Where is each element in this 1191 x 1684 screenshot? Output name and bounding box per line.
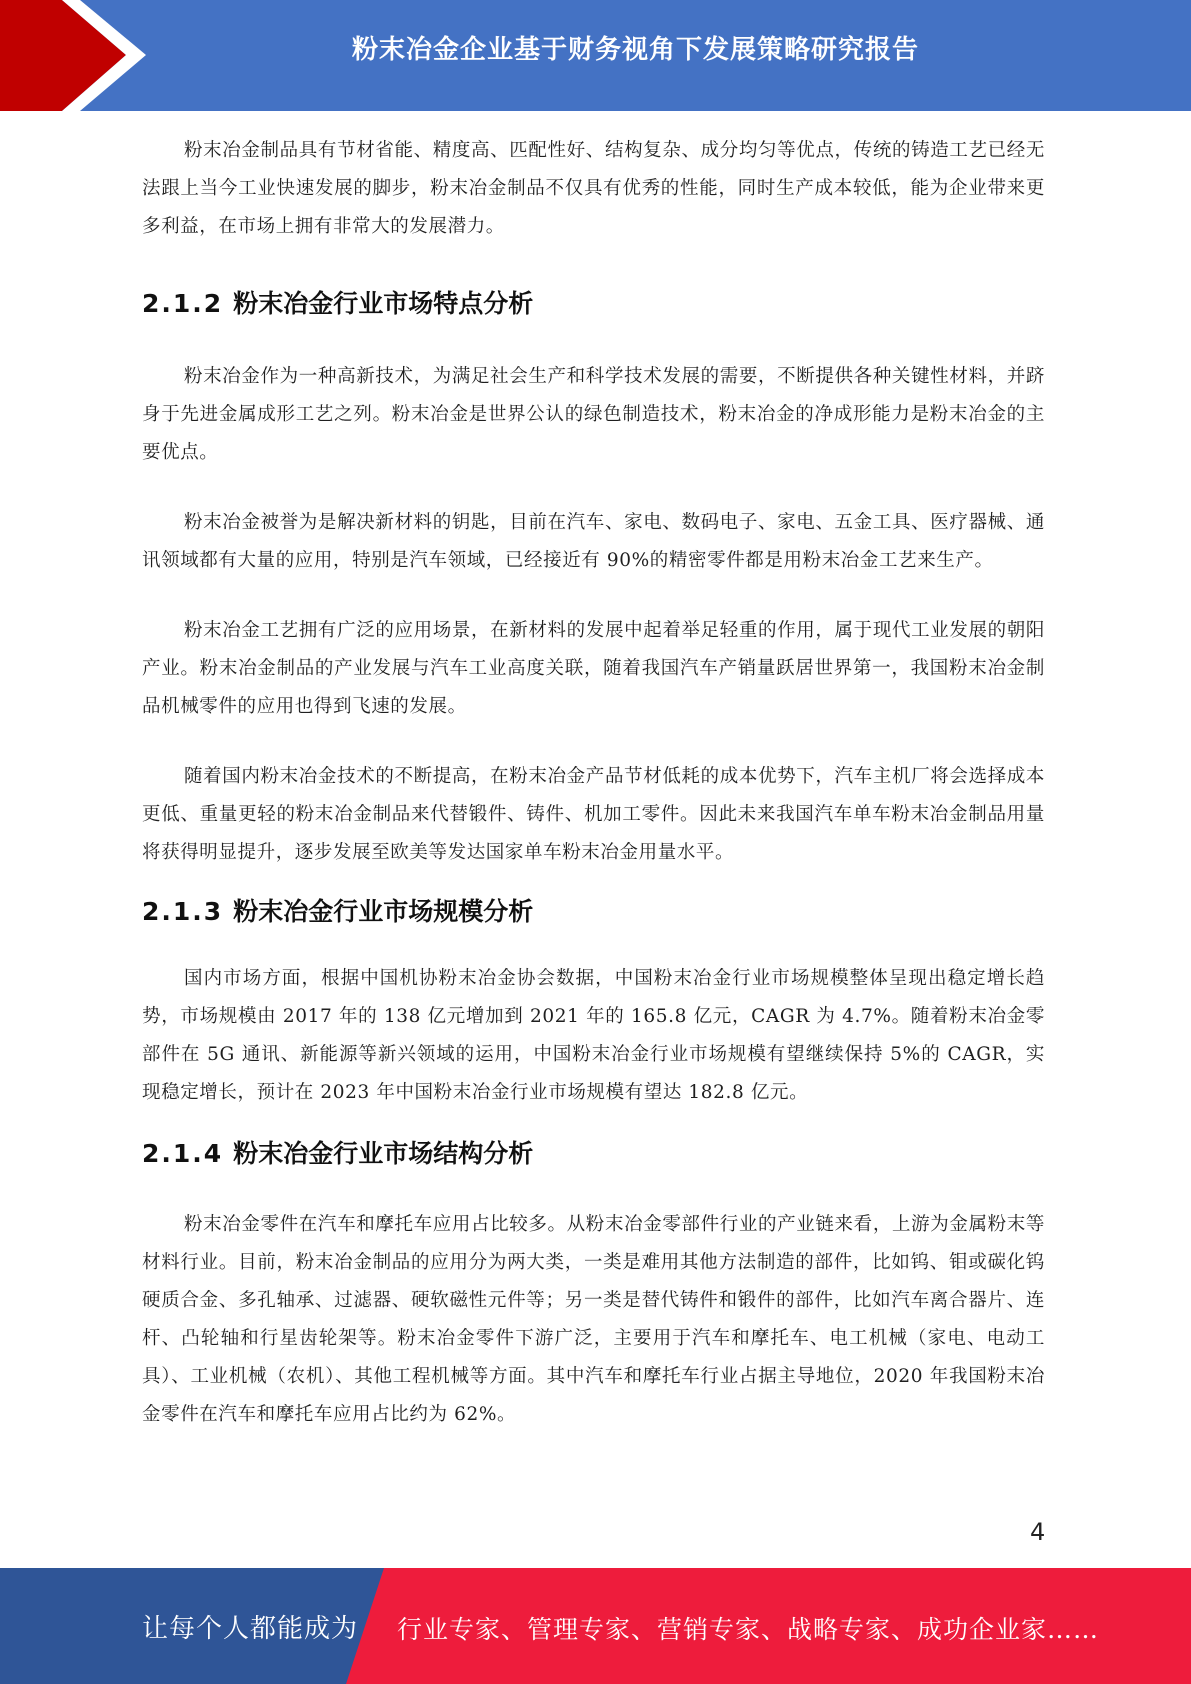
- footer-slogan-right: 行业专家、管理专家、营销专家、战略专家、成功企业家……: [397, 1615, 1100, 1644]
- intro-section: [142, 132, 1045, 246]
- paragraph: 粉末冶金工艺拥有广泛的应用场景，在新材料的发展中起着举足轻重的作用，属于现代工业发展的朝阳产业。粉末冶金制品的产业发展与汽车工业高度关联，随着我国汽车产销量跃居世界第一，我国粉末冶金制品机械零件的应用也得到飞速的发展。: [142, 620, 1045, 717]
- paragraph: 随着国内粉末冶金技术的不断提高，在粉末冶金产品节材低耗的成本优势下，汽车主机厂将会选择成本更低、重量更轻的粉末冶金制品来代替锻件、铸件、机加工零件。因此未来我国汽车单车粉末冶金制品用量将获得明显提升，逐步发展至欧美等发达国家单车粉末冶金用量水平。: [142, 766, 1045, 863]
- section-2-1-2: [142, 284, 1045, 872]
- section-heading: [142, 284, 1045, 324]
- header-banner: [0, 0, 1191, 111]
- section-heading: [142, 1134, 1045, 1174]
- page-number: 4: [1030, 1518, 1046, 1546]
- section-heading: [142, 892, 1045, 932]
- section-number: 2.1.3: [142, 897, 224, 926]
- footer-slogan-left: 让每个人都能成为: [142, 1614, 359, 1644]
- header-arrow-decoration: [0, 0, 160, 111]
- section-title: 粉末冶金行业市场特点分析: [233, 289, 534, 318]
- paragraph: 国内市场方面，根据中国机协粉末冶金协会数据，中国粉末冶金行业市场规模整体呈现出稳定增长趋势，市场规模由 2017 年的 138 亿元增加到 2021 年的 165.8 亿元，CAGR 为 4.7%。随着粉末冶金零部件在 5G 通讯、新能源等新兴领域的运用，中国粉末冶金行业市场规模有望继续保持 5%的 CAGR，实现稳定增长，预计在 2023 年中国粉末冶金行业市场规模有望达 182.8 亿元。: [142, 968, 1045, 1103]
- paragraph: 粉末冶金制品具有节材省能、精度高、匹配性好、结构复杂、成分均匀等优点，传统的铸造工艺已经无法跟上当今工业快速发展的脚步，粉末冶金制品不仅具有优秀的性能，同时生产成本较低，能为企业带来更多利益，在市场上拥有非常大的发展潜力。: [142, 140, 1045, 237]
- document-body: [142, 132, 1045, 1434]
- section-2-1-3: [142, 892, 1045, 1112]
- footer-banner: [0, 1568, 1191, 1684]
- paragraph: 粉末冶金作为一种高新技术，为满足社会生产和科学技术发展的需要，不断提供各种关键性材料，并跻身于先进金属成形工艺之列。粉末冶金是世界公认的绿色制造技术，粉末冶金的净成形能力是粉末冶金的主要优点。: [142, 366, 1045, 463]
- paragraph: 粉末冶金被誉为是解决新材料的钥匙，目前在汽车、家电、数码电子、家电、五金工具、医疗器械、通讯领域都有大量的应用，特别是汽车领域，已经接近有 90%的精密零件都是用粉末冶金工艺来生产。: [142, 512, 1045, 571]
- section-title: 粉末冶金行业市场结构分析: [233, 1139, 534, 1168]
- section-number: 2.1.2: [142, 289, 224, 318]
- section-title: 粉末冶金行业市场规模分析: [233, 897, 534, 926]
- document-title: 粉末冶金企业基于财务视角下发展策略研究报告: [351, 35, 919, 65]
- paragraph: 粉末冶金零件在汽车和摩托车应用占比较多。从粉末冶金零部件行业的产业链来看，上游为金属粉末等材料行业。目前，粉末冶金制品的应用分为两大类，一类是难用其他方法制造的部件，比如钨、钼或碳化钨硬质合金、多孔轴承、过滤器、硬软磁性元件等；另一类是替代铸件和锻件的部件，比如汽车离合器片、连杆、凸轮轴和行星齿轮架等。粉末冶金零件下游广泛，主要用于汽车和摩托车、电工机械（家电、电动工具）、工业机械（农机）、其他工程机械等方面。其中汽车和摩托车行业占据主导地位，2020 年我国粉末冶金零件在汽车和摩托车应用占比约为 62%。: [142, 1214, 1045, 1425]
- section-2-1-4: [142, 1134, 1045, 1434]
- section-number: 2.1.4: [142, 1139, 224, 1168]
